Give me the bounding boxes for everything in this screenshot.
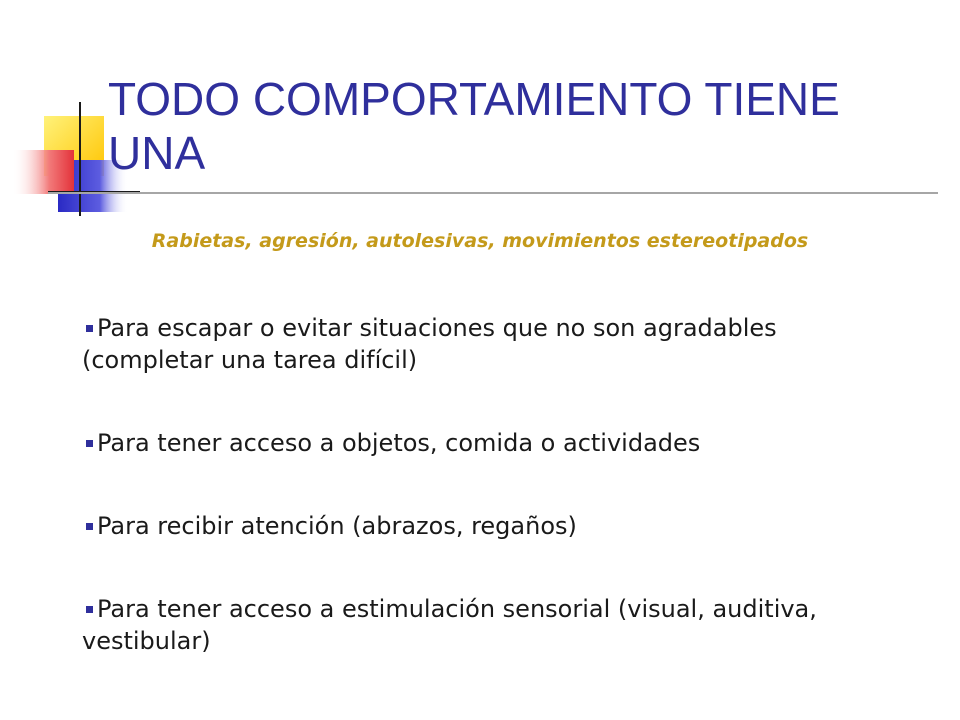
- bullet-list: [82, 312, 882, 708]
- bullet-square-icon: [86, 325, 93, 332]
- bullet-text: Para recibir atención (abrazos, regaños): [97, 512, 577, 540]
- bullet-text: Para tener acceso a estimulación sensorial (visual, auditiva, vestibular): [82, 595, 817, 655]
- slide-title: TODO COMPORTAMIENTO TIENE UNA: [108, 73, 840, 179]
- red-square-shape: [12, 150, 74, 194]
- bullet-square-icon: [86, 440, 93, 447]
- bullet-text: Para tener acceso a objetos, comida o actividades: [97, 429, 701, 457]
- bullet-item: [82, 312, 882, 376]
- bullet-text: Para escapar o evitar situaciones que no son agradables (completar una tarea difícil): [82, 314, 777, 374]
- bullet-square-icon: [86, 606, 93, 613]
- title-divider: [48, 192, 938, 194]
- bullet-item: [82, 427, 882, 459]
- bullet-square-icon: [86, 523, 93, 530]
- bullet-item: [82, 593, 882, 657]
- slide-subtitle: Rabietas, agresión, autolesivas, movimientos estereotipados: [151, 230, 809, 252]
- bullet-item: [82, 510, 882, 542]
